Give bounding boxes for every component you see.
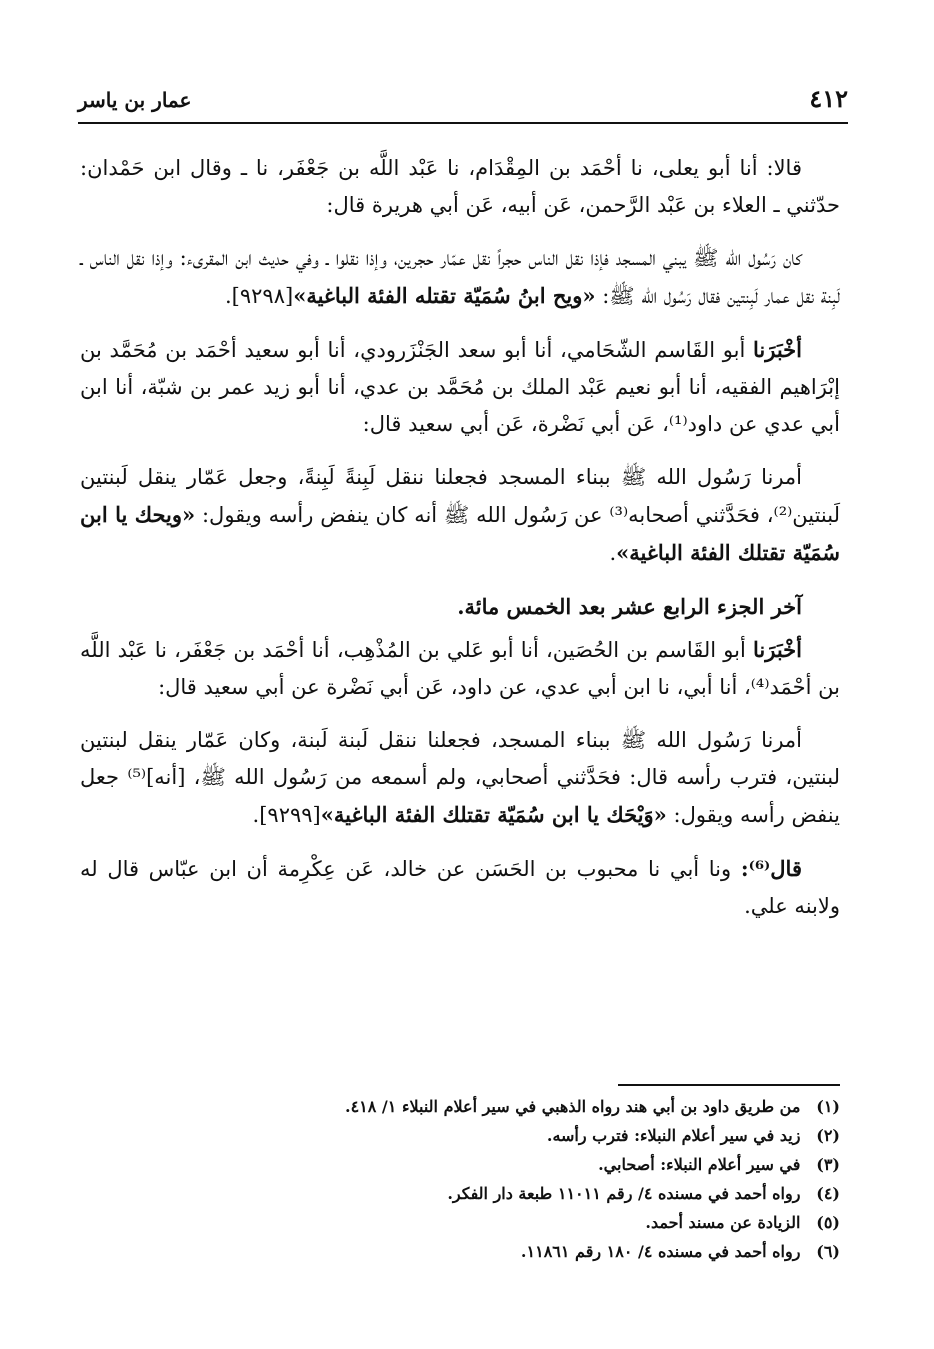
paragraph-4 (80, 459, 840, 572)
paragraph-tail: . (224, 284, 232, 308)
hadith-reference: [٩٢٩٨] (231, 284, 294, 308)
isnad-lead: قال⁽⁶⁾: (740, 856, 802, 881)
isnad-lead: أخْبَرَنا (753, 637, 802, 662)
footnote-number: (١) (816, 1097, 840, 1116)
footnote (80, 1150, 840, 1179)
hadith-quote: «ويح ابنُ سُمَيّة تقتله الفئة الباغية» (293, 283, 596, 308)
main-text (80, 150, 840, 941)
footnote (80, 1121, 840, 1150)
header-rule (78, 122, 848, 124)
footnote-number: (٥) (816, 1213, 840, 1232)
paragraph-2 (80, 240, 840, 315)
isnad-lead: أخْبَرَنا (753, 337, 802, 362)
paragraph-text: ونا أبي نا محبوب بن الحَسَن عن خالد، عَن عِكْرِمة أن ابن عبّاس قال له ولابنه علي. (80, 857, 840, 918)
hadith-quote: «ويحك يا ابن سُمَيّة تقتلك الفئة الباغية» (80, 502, 840, 565)
paragraph-7 (80, 850, 840, 925)
footnote-text: من طريق داود بن أبي هند رواه الذهبي في سير أعلام النبلاء ١/ ٤١٨. (345, 1097, 801, 1116)
paragraph-text: كان رَسُول الله ﷺ يبني المسجد فإذا نقل الناس حجراً نقل عمّار حجرين، وإذا نقلوا ـ وفي حديث ابن المقرىء: وإذا نقل الناس ـ لَبِنة نقل عمار لَبِنتين فقال رَسُول الله ﷺ: (80, 246, 840, 308)
running-title: عمار بن ياسر (78, 88, 192, 112)
page-header (78, 80, 848, 120)
footnote (80, 1179, 840, 1208)
paragraph-text: أمرنا رَسُول الله ﷺ ببناء المسجد، فجعلنا ننقل لَبنة لَبنة، وكان عَمّار ينقل لبنتين لبنتين، فترب رأسه قال: فحَدَّثني أصحابي، ولم أسمعه من رَسُول الله ﷺ، [أنه]⁽⁵⁾ جعل ينفض رأسه ويقول: (80, 728, 840, 827)
hadith-quote: «وَيْحَك يا ابن سُمَيّة تقتلك الفئة الباغية» (320, 802, 667, 827)
paragraph-text: قالا: أنا أبو يعلى، نا أحْمَد بن المِقْدَام، نا عَبْد اللَّه بن جَعْفَر، نا ـ وقال ابن حَمْدان: حدّثني ـ العلاء بن عَبْد الرَّحمن، عَن أبيه، عَن أبي هريرة قال: (80, 156, 840, 217)
footnote-number: (٤) (816, 1184, 840, 1203)
footnotes (80, 1092, 840, 1266)
footnote-text: الزيادة عن مسند أحمد. (645, 1213, 801, 1232)
footnote (80, 1092, 840, 1121)
footnote-text: رواه أحمد في مسنده ٤/ رقم ١١٠١١ طبعة دار الفكر. (447, 1184, 801, 1203)
footnote-text: رواه أحمد في مسنده ٤/ ١٨٠ رقم ١١٨٦١. (520, 1242, 801, 1261)
paragraph-6 (80, 722, 840, 834)
footnote-text: في سير أعلام النبلاء: أصحابي. (598, 1155, 801, 1174)
section-end-note (80, 588, 840, 625)
hadith-reference: [٩٢٩٩] (259, 803, 321, 827)
footnote-rule (618, 1084, 840, 1086)
paragraph-text: أبو القَاسم بن الحُصَين، أنا أبو عَلي بن المُذْهِب، أنا أحْمَد بن جَعْفَر، نا عَبْد اللَّه بن أحْمَد⁽⁴⁾، أنا أبي، نا ابن أبي عدي، عن داود، عَن أبي نَضْرة عن أبي سعيد قال: (80, 638, 840, 699)
footnote-number: (٣) (816, 1155, 840, 1174)
paragraph-text: أبو القَاسم الشّحَامي، أنا أبو سعد الجَنْزَرودي، أنا أبو سعيد أحْمَد بن مُحَمَّد بن إبْرَاهيم الفقيه، أنا أبو نعيم عَبْد الملك بن مُحَمَّد بن عدي، أنا أبو زيد عمر بن شبّة، أنا ابن أبي عدي عن داود⁽¹⁾، عَن أبي نَضْرة، عَن أبي سعيد قال: (80, 338, 840, 436)
section-end-text: آخر الجزء الرابع عشر بعد الخمس مائة. (457, 594, 802, 619)
footnote-text: زيد في سير أعلام النبلاء: فترب رأسه. (546, 1126, 801, 1145)
footnote-number: (٢) (816, 1126, 840, 1145)
page-number: ٤١٢ (809, 84, 848, 113)
paragraph-3 (80, 331, 840, 443)
footnote-number: (٦) (816, 1242, 840, 1261)
footnote (80, 1237, 840, 1266)
paragraph-1 (80, 150, 840, 224)
footnote (80, 1208, 840, 1237)
paragraph-tail: . (609, 541, 617, 565)
paragraph-5 (80, 631, 840, 706)
paragraph-text: أمرنا رَسُول الله ﷺ ببناء المسجد فجعلنا ننقل لَبِنةً لَبِنةً، وجعل عَمّار ينقل لَبنتين لَبنتين⁽²⁾، فحَدَّثني أصحابه⁽³⁾ عن رَسُول الله ﷺ أنه كان ينفض رأسه ويقول: (80, 465, 840, 527)
paragraph-tail: . (252, 803, 260, 827)
